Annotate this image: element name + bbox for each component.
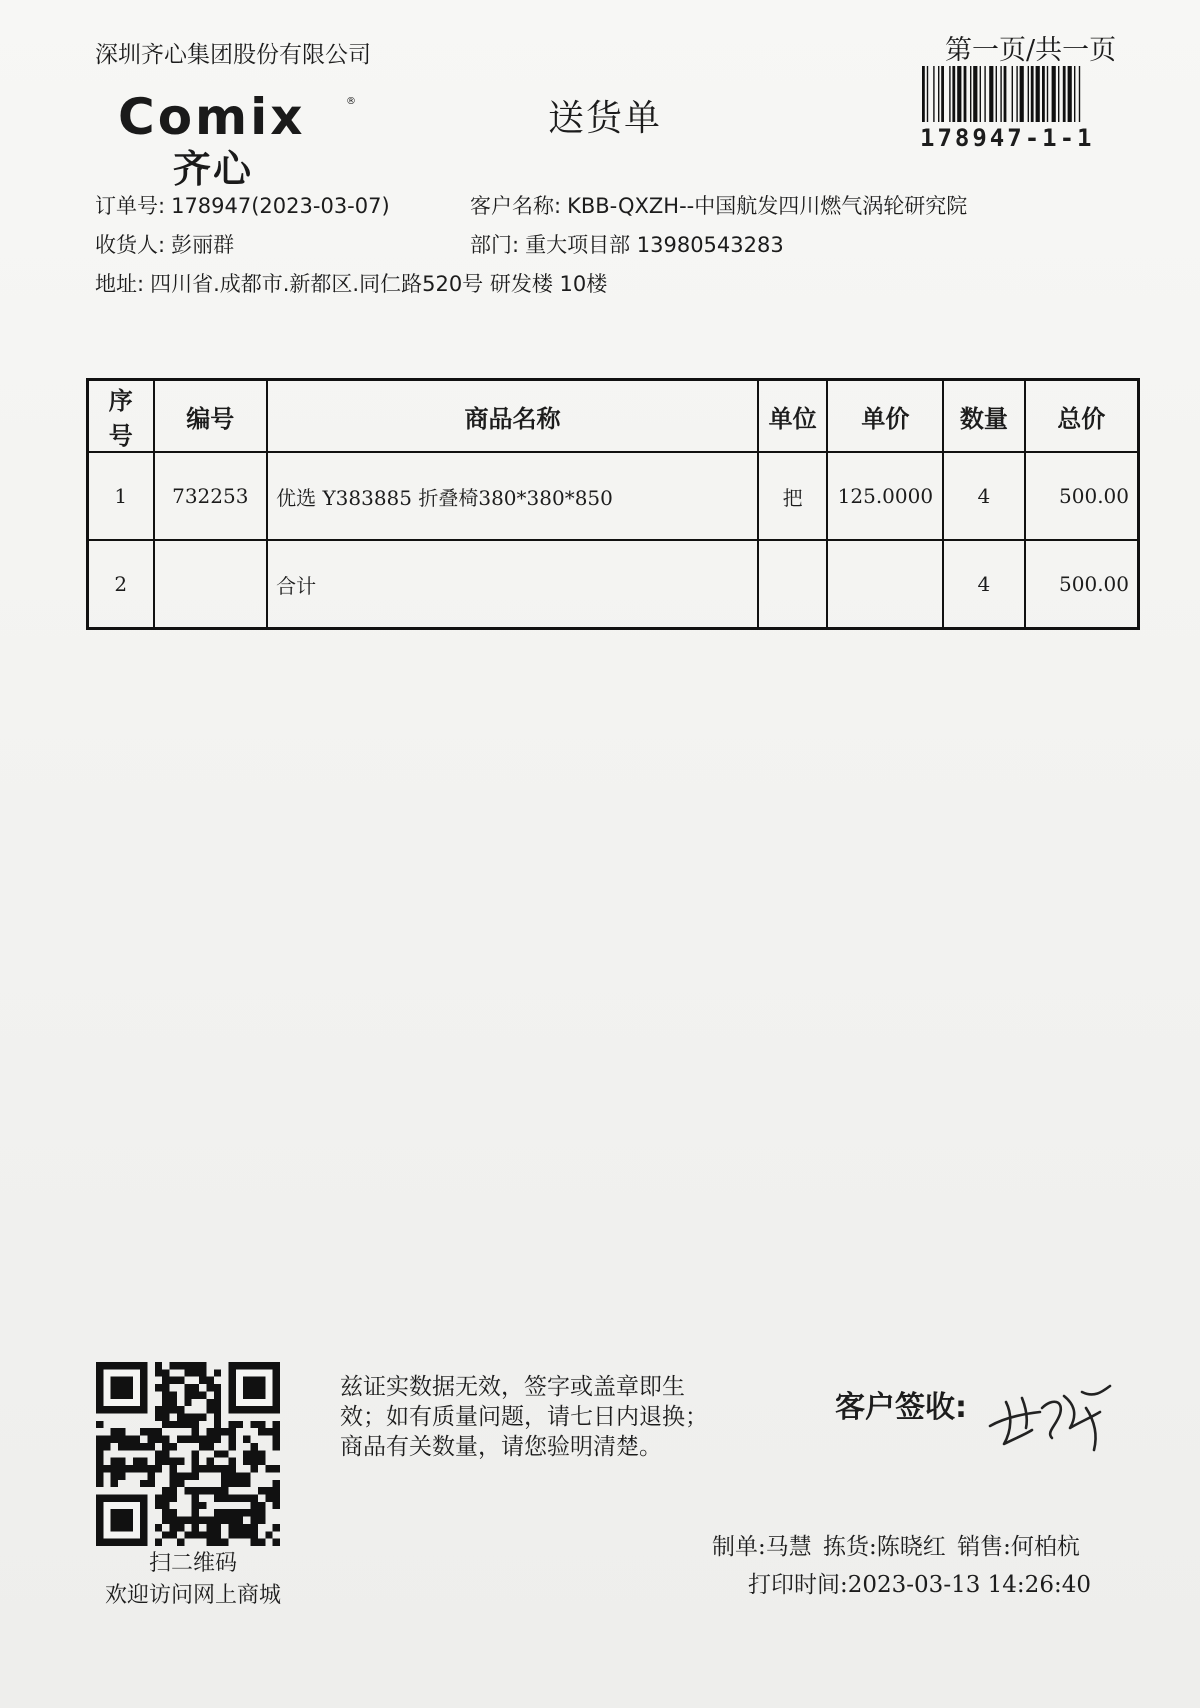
- col-header-unit-price: 单价: [827, 380, 943, 453]
- department-label: 部门:: [470, 233, 520, 257]
- barcode-bar: [949, 66, 950, 122]
- barcode-bar: [996, 66, 997, 122]
- department-value: 重大项目部 13980543283: [525, 233, 784, 257]
- barcode-bar: [1079, 66, 1080, 122]
- notice-line-3: 商品有关数量，请您验明清楚。: [340, 1434, 662, 1460]
- barcode-bar: [952, 66, 955, 122]
- handwritten-signature: [982, 1378, 1122, 1458]
- address-value: 四川省.成都市.新都区.同仁路520号 研发楼 10楼: [150, 272, 608, 296]
- customer-value: KBB-QXZH--中国航发四川燃气涡轮研究院: [567, 194, 968, 218]
- address-label: 地址:: [95, 272, 145, 296]
- col-header-qty: 数量: [943, 380, 1024, 453]
- barcode-bar: [1031, 66, 1034, 122]
- customer-label: 客户名称:: [470, 194, 562, 218]
- order-number-label: 订单号:: [95, 194, 166, 218]
- barcode-bar: [980, 66, 981, 122]
- customer-name: [470, 190, 967, 220]
- qr-caption-line2: 欢迎访问网上商城: [104, 1583, 281, 1608]
- barcode-bar: [933, 66, 934, 122]
- table-header-row: [88, 380, 1139, 453]
- document-title: 送货单: [548, 98, 663, 139]
- col-header-code: 编号: [154, 380, 268, 453]
- print-time: 打印时间:2023-03-13 14:26:40: [748, 1572, 1091, 1598]
- cell-unit: [758, 540, 827, 629]
- comix-logo: [118, 88, 358, 191]
- cell-product: 优选 Y383885 折叠椅380*380*850: [267, 452, 758, 540]
- barcode-bar: [922, 66, 925, 122]
- barcode-bar: [957, 66, 961, 122]
- company-name: 深圳齐心集团股份有限公司: [95, 42, 371, 68]
- cell-qty: 4: [943, 452, 1024, 540]
- receiver: [95, 229, 234, 259]
- order-number: [95, 190, 390, 220]
- barcode-bar: [1004, 66, 1007, 122]
- barcode-bar: [1063, 66, 1066, 122]
- notice-line-2: 效；如有质量问题，请七日内退换；: [340, 1404, 708, 1430]
- barcode-bar: [984, 66, 985, 122]
- cell-product: 合计: [267, 540, 758, 629]
- col-header-total: 总价: [1025, 380, 1139, 453]
- col-header-product: 商品名称: [267, 380, 758, 453]
- logo-text-cn: 齐心: [173, 147, 254, 191]
- receiver-label: 收货人:: [95, 233, 166, 257]
- barcode-bar: [1020, 66, 1024, 122]
- receiver-value: 彭丽群: [171, 233, 235, 257]
- barcode-bar: [1068, 66, 1072, 122]
- barcode-bar: [1047, 66, 1048, 122]
- cell-code: 732253: [154, 452, 268, 540]
- barcode-bar: [927, 66, 928, 122]
- logo-text-en: Comix: [118, 88, 306, 146]
- cell-qty: 4: [943, 540, 1024, 629]
- cell-total: 500.00: [1025, 452, 1139, 540]
- department: [470, 229, 784, 259]
- barcode-bar: [1000, 66, 1001, 122]
- barcode: [920, 66, 1135, 122]
- col-header-unit: 单位: [758, 380, 827, 453]
- barcode-bar: [1016, 66, 1017, 122]
- barcode-bar: [941, 66, 944, 122]
- barcode-bar: [1074, 66, 1075, 122]
- qr-caption-line1: 扫二维码: [148, 1551, 237, 1576]
- table-row: [88, 452, 1139, 540]
- barcode-number: 178947-1-1: [920, 124, 1095, 152]
- cell-unit: 把: [758, 452, 827, 540]
- barcode-bar: [1012, 66, 1013, 122]
- barcode-bar: [964, 66, 967, 122]
- qr-code: [96, 1362, 280, 1546]
- order-number-value: 178947(2023-03-07): [171, 194, 390, 218]
- registered-mark-icon: ®: [346, 96, 356, 107]
- staff-info: 制单:马慧 拣货:陈晓红 销售:何柏杭: [712, 1534, 1080, 1560]
- cell-unit-price: 125.0000: [827, 452, 943, 540]
- barcode-bar: [1058, 66, 1059, 122]
- page-indicator: 第一页/共一页: [945, 35, 1117, 66]
- barcode-bar: [938, 66, 939, 122]
- cell-code: [154, 540, 268, 629]
- barcode-bar: [1052, 66, 1056, 122]
- cell-seq: 1: [88, 452, 154, 540]
- table-row: [88, 540, 1139, 629]
- barcode-bar: [989, 66, 993, 122]
- barcode-bar: [1036, 66, 1040, 122]
- items-table: [86, 378, 1140, 630]
- barcode-bar: [1042, 66, 1045, 122]
- barcode-bar: [973, 66, 977, 122]
- barcode-bar: [1028, 66, 1029, 122]
- address: [95, 268, 607, 298]
- notice-line-1: 兹证实数据无效，签字或盖章即生: [340, 1374, 685, 1400]
- cell-unit-price: [827, 540, 943, 629]
- customer-sign-label: 客户签收:: [835, 1390, 967, 1425]
- cell-total: 500.00: [1025, 540, 1139, 629]
- cell-seq: 2: [88, 540, 154, 629]
- notice-text: [340, 1372, 708, 1462]
- barcode-bar: [970, 66, 971, 122]
- col-header-seq: 序号: [88, 380, 154, 453]
